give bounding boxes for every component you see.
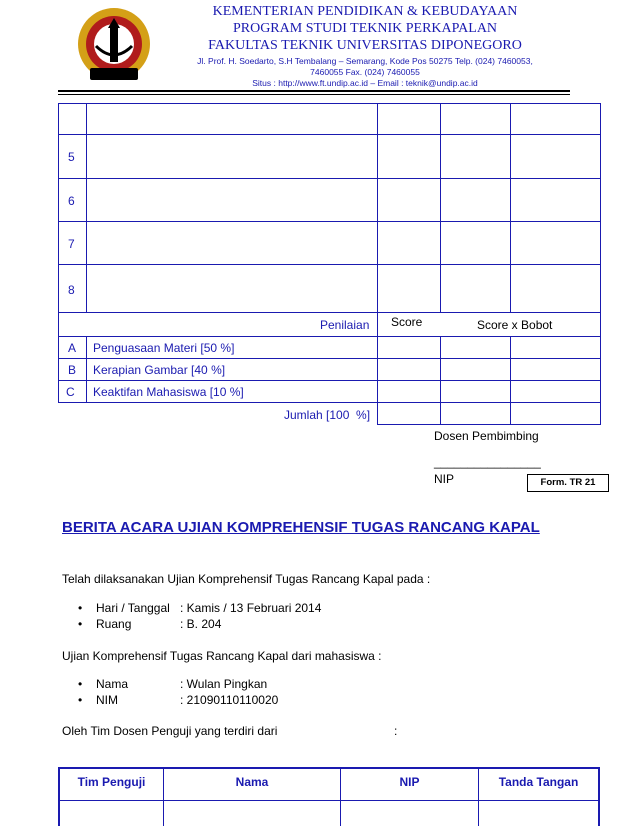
criteria-label: Kerapian Gambar [40 %]: [93, 363, 226, 377]
examiner-table: [0, 760, 638, 826]
header-tim-penguji: Tim Penguji: [77, 775, 146, 789]
row-number: 7: [68, 237, 75, 251]
schedule-label: Ruang: [96, 617, 132, 631]
header-faculty: FAKULTAS TEKNIK UNIVERSITAS DIPONEGORO: [208, 38, 522, 53]
supervisor-role: Dosen Pembimbing: [434, 429, 539, 443]
student-value: : 21090110110020: [180, 693, 279, 707]
criteria-code: A: [68, 341, 77, 355]
header-address: Jl. Prof. H. Soedarto, S.H Tembalang – Semarang, Kode Pos 50275 Telp. (024) 7460053,: [197, 56, 533, 66]
header-ministry: KEMENTERIAN PENDIDIKAN & KEBUDAYAAN: [212, 4, 518, 19]
student-intro: Ujian Komprehensif Tugas Rancang Kapal dari mahasiswa :: [62, 649, 382, 663]
schedule-value: : B. 204: [180, 617, 222, 631]
nip-label: NIP: [434, 472, 455, 486]
team-intro: Oleh Tim Dosen Penguji yang terdiri dari: [62, 724, 278, 738]
header-tanda-tangan: Tanda Tangan: [498, 775, 579, 789]
header-site: Situs : http://www.ft.undip.ac.id – Email : teknik@undip.ac.id: [252, 78, 478, 88]
student-value: : Wulan Pingkan: [180, 677, 268, 691]
score-header: Score: [391, 315, 423, 329]
criteria-code: B: [68, 363, 77, 377]
row-number: 5: [68, 150, 75, 164]
header-nama: Nama: [235, 775, 269, 789]
row-number: 6: [68, 194, 75, 208]
schedule-label: Hari / Tanggal: [96, 601, 170, 615]
penilaian-label: Penilaian: [320, 318, 370, 332]
header-nip: NIP: [399, 775, 420, 789]
score-bobot-header: Score x Bobot: [477, 318, 553, 332]
student-label: NIM: [96, 693, 118, 707]
criteria-code: C: [66, 385, 75, 399]
bullet-icon: •: [78, 601, 83, 615]
header-program: PROGRAM STUDI TEKNIK PERKAPALAN: [232, 21, 498, 36]
row-number: 8: [68, 283, 75, 297]
intro-text: Telah dilaksanakan Ujian Komprehensif Tugas Rancang Kapal pada :: [62, 572, 431, 586]
jumlah-label: Jumlah [100 %]: [284, 408, 371, 422]
document-title: BERITA ACARA UJIAN KOMPREHENSIF TUGAS RANCANG KAPAL: [62, 519, 540, 536]
criteria-label: Penguasaan Materi [50 %]: [93, 341, 235, 355]
form-code-badge: Form. TR 21: [527, 474, 609, 492]
bullet-icon: •: [78, 617, 83, 631]
schedule-value: : Kamis / 13 Februari 2014: [180, 601, 322, 615]
bullet-icon: •: [78, 677, 83, 691]
student-label: Nama: [96, 677, 129, 691]
criteria-label: Keaktifan Mahasiswa [10 %]: [93, 385, 244, 399]
team-colon: :: [394, 724, 398, 738]
signature-line: ________________: [434, 455, 541, 469]
bullet-icon: •: [78, 693, 83, 707]
header-address-phone: 7460055 Fax. (024) 7460055: [310, 67, 420, 77]
